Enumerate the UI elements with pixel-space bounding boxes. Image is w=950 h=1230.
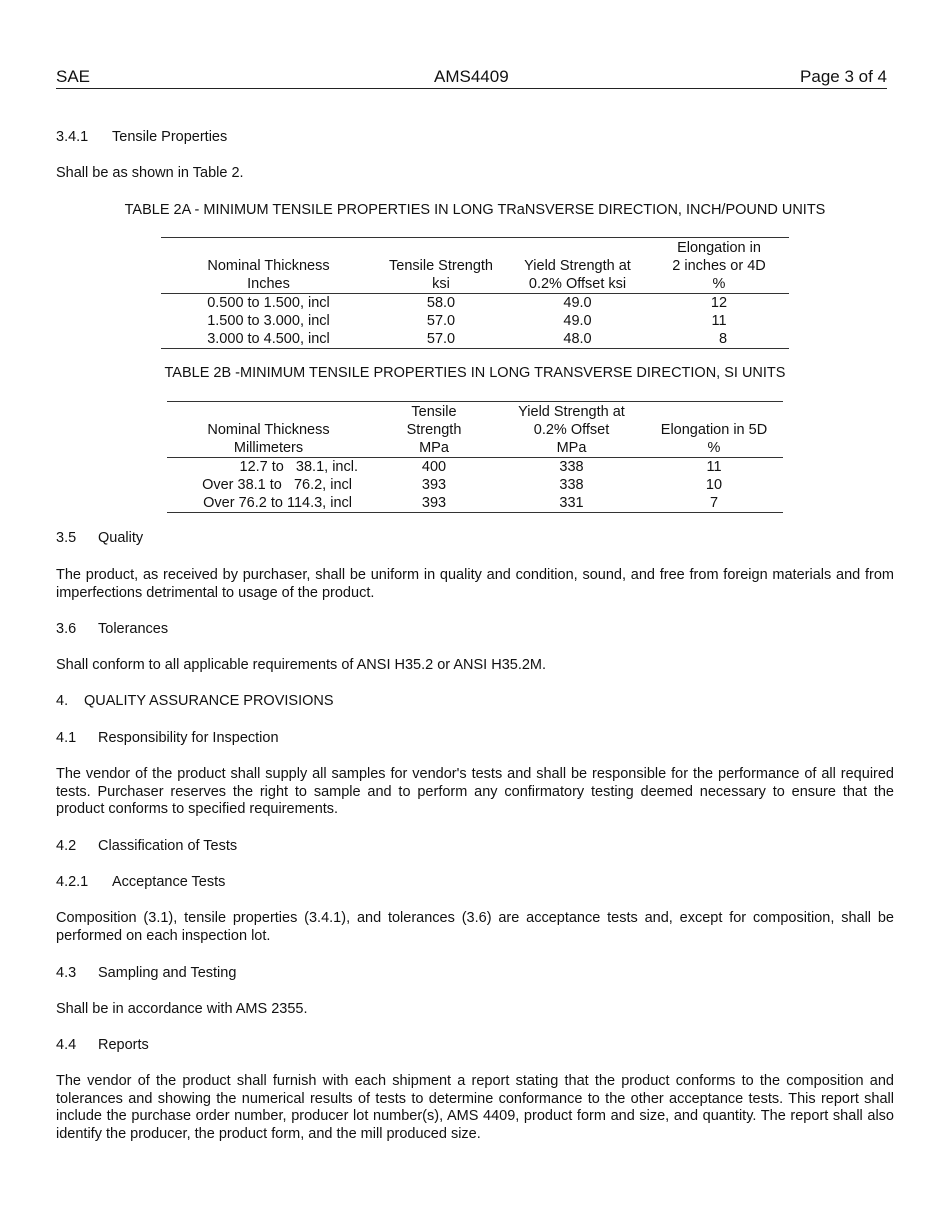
column-header — [506, 238, 649, 258]
table-cell: 57.0 — [376, 330, 506, 349]
section-4-3-text: Shall be in accordance with AMS 2355. — [56, 1001, 308, 1017]
table-cell: 331 — [498, 494, 645, 513]
section-3-6-text: Shall conform to all applicable requirements of ANSI H35.2 or ANSI H35.2M. — [56, 657, 547, 673]
table-cell: 57.0 — [426, 313, 456, 329]
column-header — [167, 402, 370, 422]
table-2a — [161, 237, 789, 349]
column-header: Yield Strength at — [524, 258, 631, 274]
section-3-6-heading — [56, 621, 168, 637]
table-cell: 393 — [370, 494, 498, 513]
table-row — [161, 312, 789, 330]
table-row — [167, 476, 783, 494]
section-title: Reports — [98, 1037, 149, 1053]
column-header: MPa — [498, 439, 645, 458]
column-header: % — [645, 439, 783, 458]
section-title: Acceptance Tests — [112, 874, 226, 890]
header-doc-number: AMS4409 — [434, 67, 509, 86]
table-2b — [167, 401, 783, 513]
column-header: Elongation in 5D — [660, 422, 768, 438]
table-row — [161, 330, 789, 349]
header-org: SAE — [56, 67, 91, 86]
section-3-4-1-heading — [56, 129, 227, 145]
section-4-heading — [56, 693, 334, 709]
table-2b-caption: TABLE 2B -MINIMUM TENSILE PROPERTIES IN LONG TRANSVERSE DIRECTION, SI UNITS — [164, 365, 786, 381]
table-cell: 3.000 to 4.500, incl — [161, 330, 376, 349]
table-cell: 58.0 — [426, 295, 456, 311]
table-cell: 393 — [421, 477, 447, 493]
column-header: Nominal Thickness — [207, 258, 330, 274]
table-header-row — [167, 402, 783, 422]
column-header: 0.2% Offset — [533, 422, 610, 438]
table-cell: 400 — [421, 459, 447, 475]
section-number: 3.5 — [56, 530, 77, 546]
page-header — [56, 67, 887, 89]
section-number: 4.2 — [56, 838, 77, 854]
section-4-4-text: The vendor of the product shall furnish with each shipment a report stating that the product conforms to the composition and tolerances and showing the numerical results of tests to determine conformance to the other acceptance tests. This report shall include the purchase order number, producer lot number(s), AMS 4409, product form and size, and quantity. The report shall also identify the producer, the product form, and the mill produced size. — [56, 1073, 894, 1142]
table-cell: 49.0 — [563, 313, 592, 329]
table-cell: 338 — [559, 459, 584, 475]
table-cell: 1.500 to 3.000, incl — [207, 313, 330, 329]
table-cell: 10 — [705, 477, 723, 493]
column-header: 0.2% Offset ksi — [506, 275, 649, 294]
table-cell: 12 — [710, 295, 728, 311]
column-header: MPa — [370, 439, 498, 458]
section-4-1-heading — [56, 730, 279, 746]
column-header: Elongation in — [677, 240, 761, 256]
table-row — [161, 294, 789, 313]
column-header — [645, 402, 783, 422]
section-4-3-heading — [56, 965, 236, 981]
section-4-4-heading — [56, 1037, 149, 1053]
table-cell: 12.7 to 38.1, incl. — [239, 459, 358, 475]
table-header-row — [161, 275, 789, 294]
column-header: Yield Strength at — [518, 404, 625, 420]
section-4-1-text: The vendor of the product shall supply all samples for vendor's tests and shall be responsible for the performance of all required tests. Purchaser reserves the right to sample and to perform any confirmatory testing deemed necessary to ensure that the product conforms to specified requirements. — [56, 766, 894, 817]
column-header: ksi — [376, 275, 506, 294]
section-3-5-text: The product, as received by purchaser, shall be uniform in quality and condition, sound, and free from foreign materials and from imperfections detrimental to usage of the product. — [56, 567, 894, 601]
table-cell: 0.500 to 1.500, incl — [207, 295, 330, 311]
section-number: 4. — [56, 693, 69, 709]
section-4-2-1-text: Composition (3.1), tensile properties (3.4.1), and tolerances (3.6) are acceptance tests and, except for composition, shall be performed on each inspection lot. — [56, 910, 894, 944]
column-header: % — [649, 275, 789, 294]
table-row — [167, 458, 783, 477]
column-header: Tensile Strength — [389, 258, 493, 274]
section-number: 4.4 — [56, 1037, 77, 1053]
table-header-row — [167, 439, 783, 458]
table-cell: 338 — [559, 477, 584, 493]
section-title: Tensile Properties — [112, 129, 228, 145]
section-number: 4.1 — [56, 730, 77, 746]
table-cell: 11 — [706, 459, 722, 475]
table-2a-caption: TABLE 2A - MINIMUM TENSILE PROPERTIES IN LONG TRaNSVERSE DIRECTION, INCH/POUND UNITS — [124, 202, 826, 218]
section-4-2-heading — [56, 838, 237, 854]
section-title: Tolerances — [98, 621, 169, 637]
table-header-row — [167, 421, 783, 439]
table-row — [167, 494, 783, 513]
table-cell: 48.0 — [506, 330, 649, 349]
table-header-row — [161, 257, 789, 275]
table-cell: 7 — [645, 494, 783, 513]
table-cell: Over 38.1 to 76.2, incl — [202, 477, 352, 493]
column-header: Inches — [161, 275, 376, 294]
section-title: Sampling and Testing — [98, 965, 237, 981]
column-header — [376, 238, 506, 258]
section-number: 4.3 — [56, 965, 77, 981]
table-cell: 49.0 — [563, 295, 592, 311]
section-title: QUALITY ASSURANCE PROVISIONS — [84, 693, 334, 709]
column-header: 2 inches or 4D — [672, 258, 766, 274]
table-cell: 8 — [649, 330, 789, 349]
section-number: 3.4.1 — [56, 129, 89, 145]
section-4-2-1-heading — [56, 874, 225, 890]
section-3-4-1-text: Shall be as shown in Table 2. — [56, 165, 244, 181]
column-header — [161, 238, 376, 258]
table-cell: 11 — [711, 313, 727, 329]
section-number: 3.6 — [56, 621, 77, 637]
column-header: Millimeters — [167, 439, 370, 458]
section-title: Responsibility for Inspection — [98, 730, 279, 746]
column-header: Strength — [406, 422, 462, 438]
table-header-row — [161, 238, 789, 258]
section-3-5-heading — [56, 530, 143, 546]
column-header: Tensile — [411, 404, 457, 420]
table-cell: Over 76.2 to 114.3, incl — [167, 494, 370, 513]
column-header: Nominal Thickness — [207, 422, 330, 438]
section-title: Quality — [98, 530, 144, 546]
section-number: 4.2.1 — [56, 874, 89, 890]
header-page-number: Page 3 of 4 — [800, 67, 887, 86]
section-title: Classification of Tests — [98, 838, 238, 854]
